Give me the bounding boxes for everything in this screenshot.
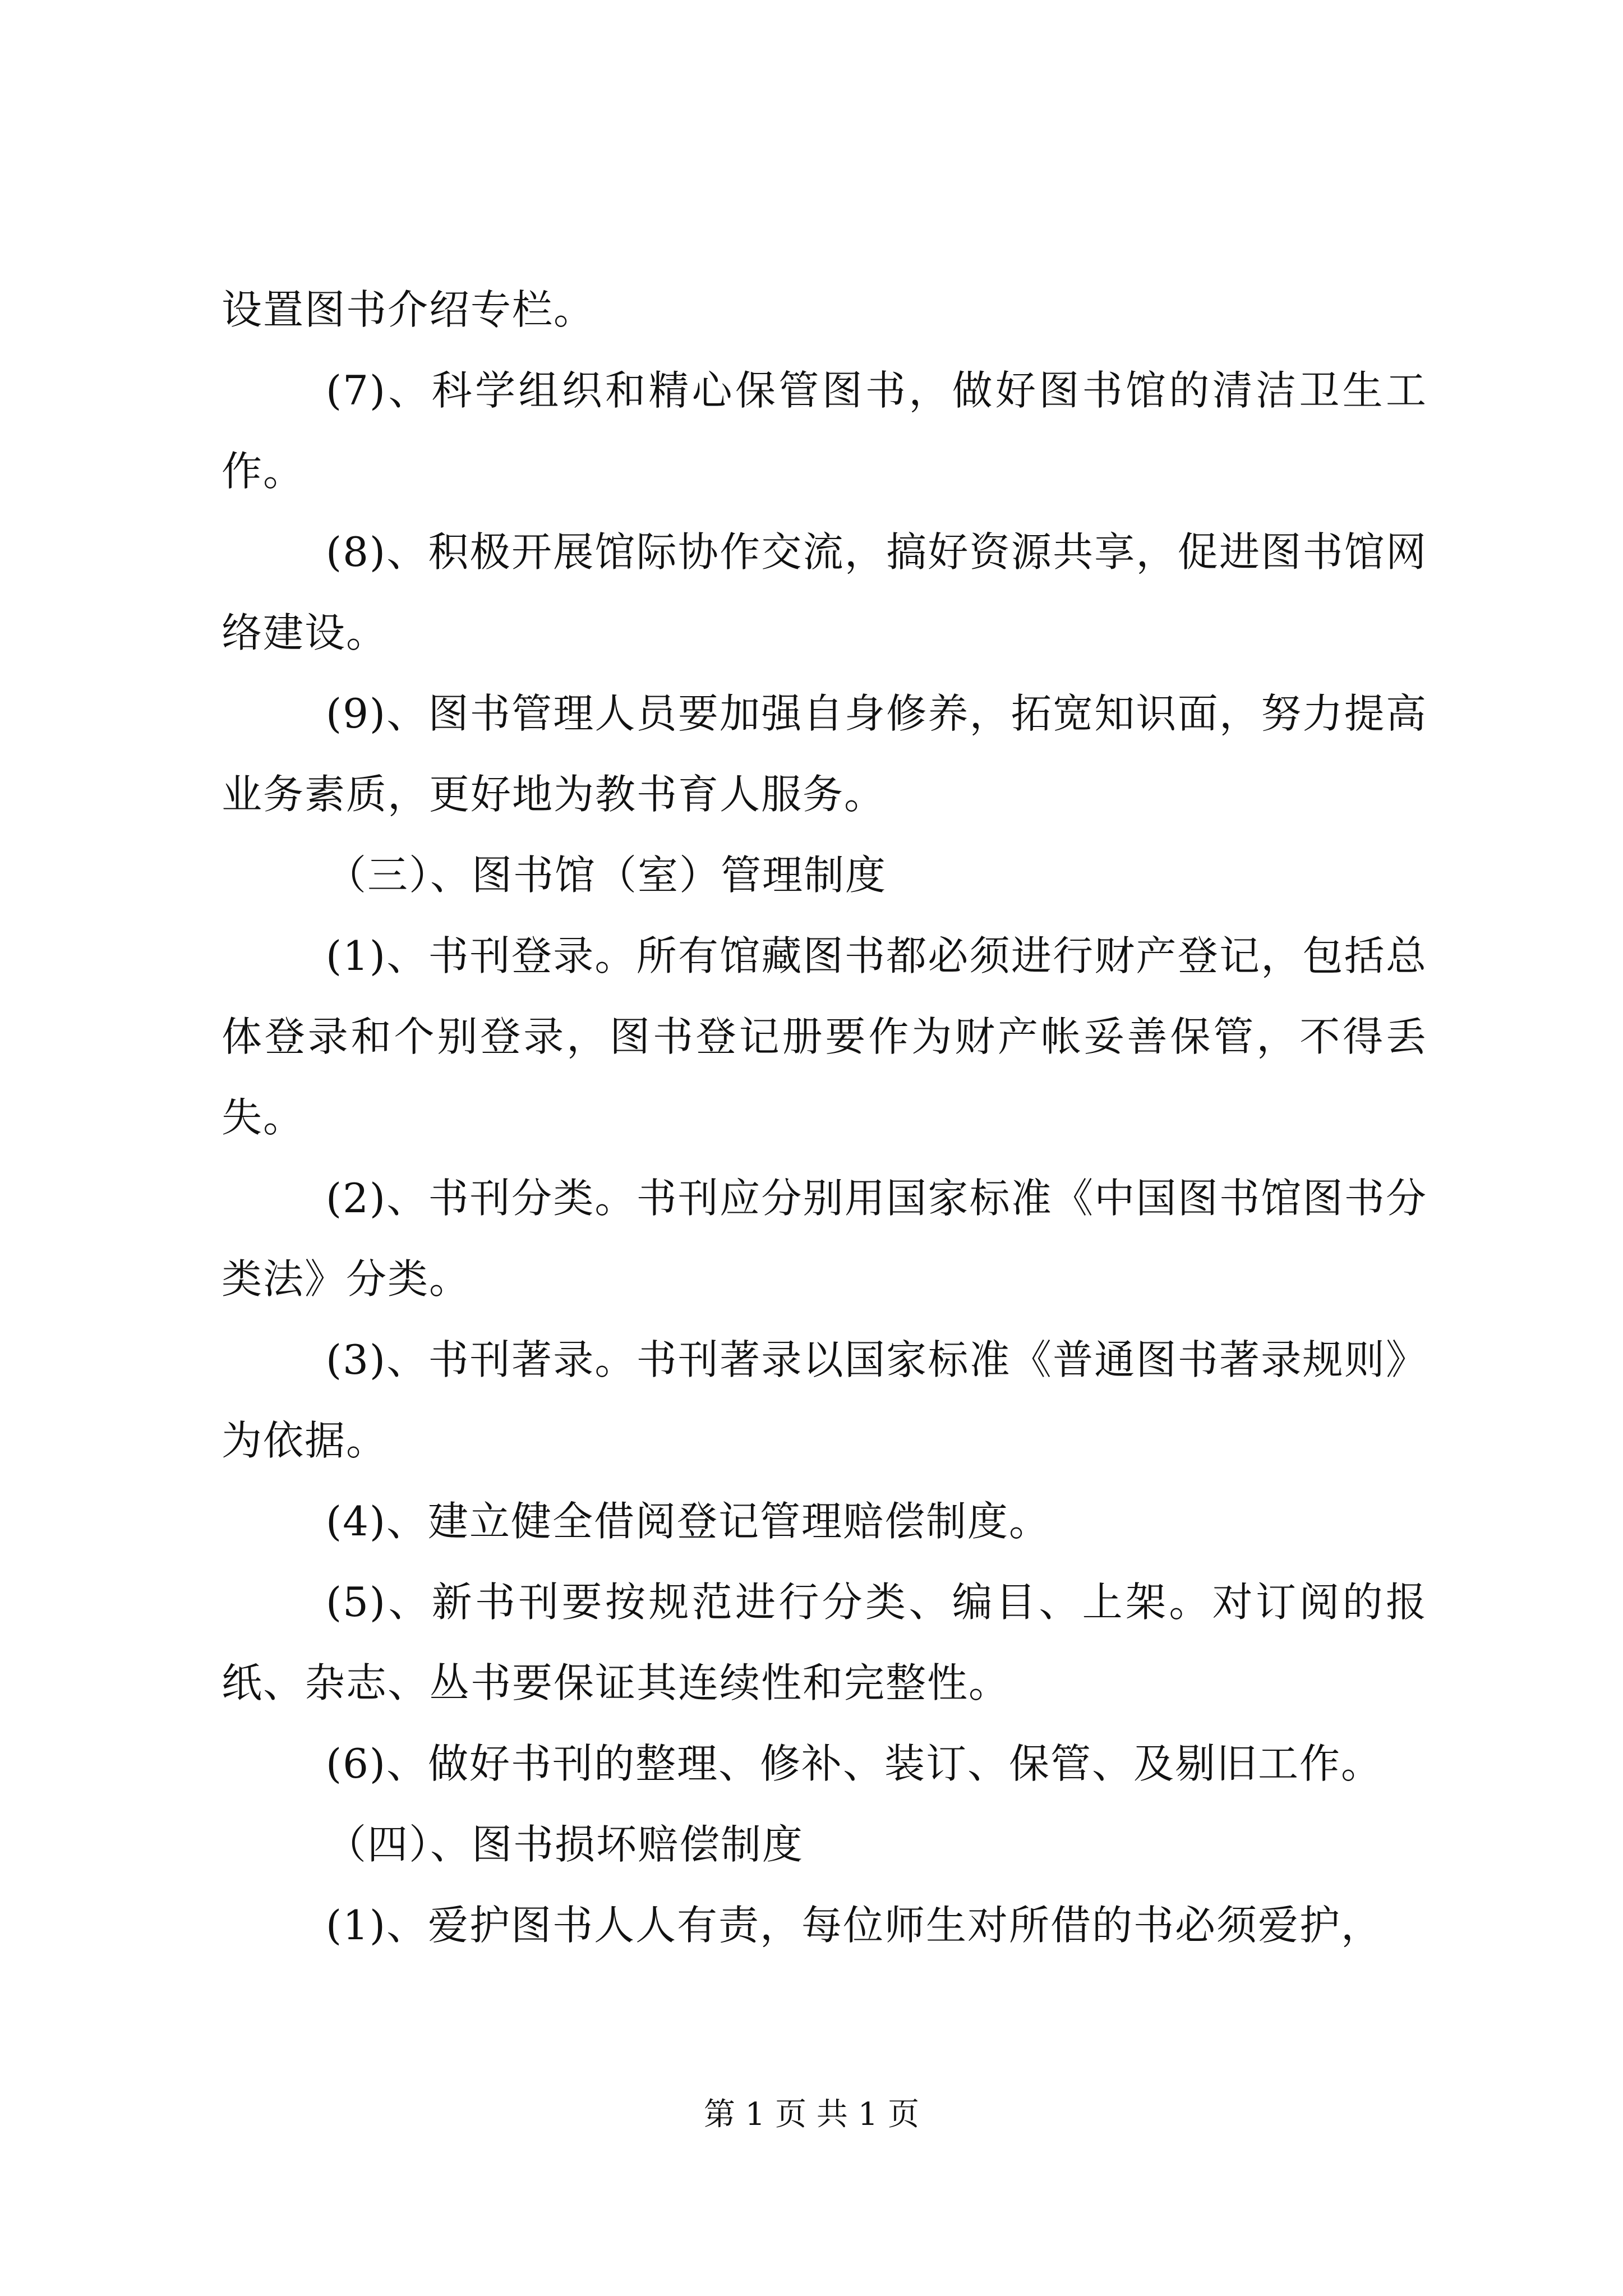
paragraph: (6)、做好书刊的整理、修补、装订、保管、及剔旧工作。 <box>326 1740 1382 1787</box>
paragraph: (5)、新书刊要按规范进行分类、编目、上架。对订阅的报纸、杂志、丛书要保证其连续性和完整性。 <box>222 1579 1427 1706</box>
paragraph: (1)、爱护图书人人有责，每位师生对所借的书必须爱护， <box>326 1902 1382 1949</box>
paragraph: (2)、书刊分类。书刊应分别用国家标准《中国图书馆图书分类法》分类。 <box>222 1175 1427 1303</box>
document-body <box>222 269 1427 1966</box>
paragraph: (3)、书刊著录。书刊著录以国家标准《普通图书著录规则》为依据。 <box>222 1336 1427 1464</box>
paragraph: (8)、积极开展馆际协作交流，搞好资源共享，促进图书馆网络建设。 <box>222 528 1427 656</box>
page-footer <box>0 2092 1623 2137</box>
section-heading: （四）、图书损坏赔偿制度 <box>326 1821 804 1868</box>
paragraph: 设置图书介绍专栏。 <box>222 286 596 333</box>
paragraph: (9)、图书管理人员要加强自身修养，拓宽知识面，努力提高业务素质，更好地为教书育人服务。 <box>222 690 1427 818</box>
page-number-label: 第 1 页 共 1 页 <box>703 2096 920 2133</box>
paragraph: (1)、书刊登录。所有馆藏图书都必须进行财产登记，包括总体登录和个别登录，图书登记册要作为财产帐妥善保管，不得丢失。 <box>222 932 1427 1141</box>
paragraph: (4)、建立健全借阅登记管理赔偿制度。 <box>326 1498 1050 1545</box>
section-heading: （三）、图书馆（室）管理制度 <box>326 852 887 899</box>
paragraph: (7)、科学组织和精心保管图书，做好图书馆的清洁卫生工作。 <box>222 367 1427 495</box>
